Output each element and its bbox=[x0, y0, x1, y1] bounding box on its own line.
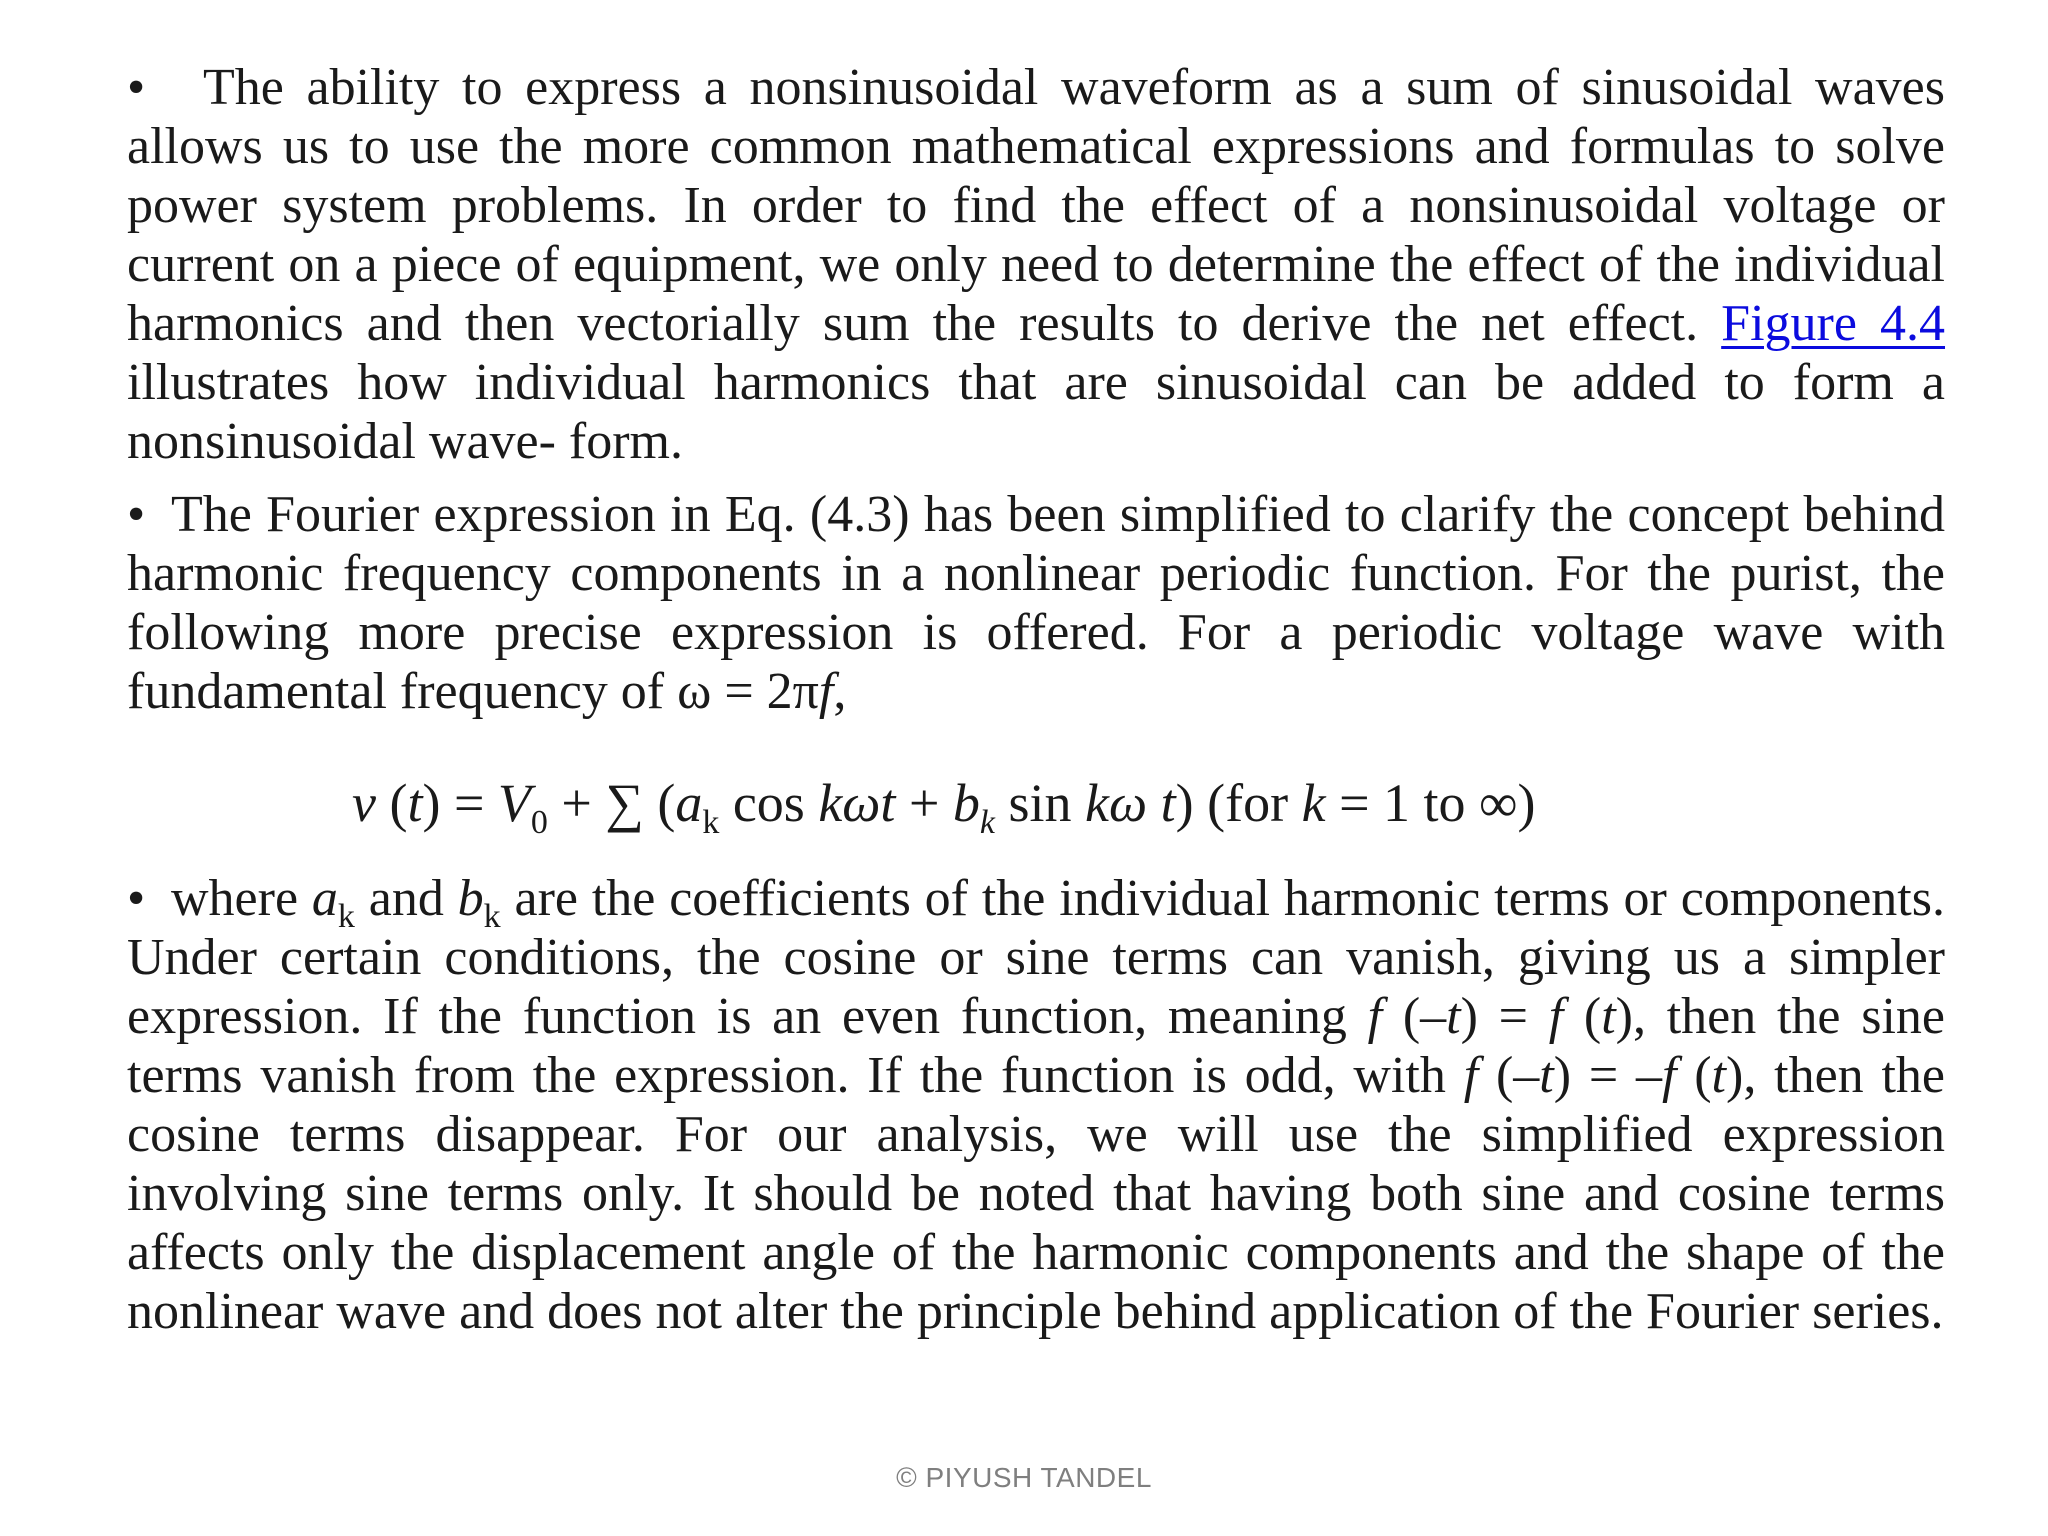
eq-text: cos bbox=[719, 773, 819, 833]
eq-v: v bbox=[352, 773, 376, 833]
func-f: f bbox=[1661, 1047, 1677, 1104]
coef-a: a bbox=[311, 870, 338, 927]
paragraph-text: (– bbox=[1478, 1047, 1540, 1104]
func-f: f bbox=[1463, 1047, 1479, 1104]
coef-b: b bbox=[457, 870, 484, 927]
paragraph-text: ), then the cosine terms disappear. For our analysis, we will use the simplified expression involving sine terms only. It should be noted that having both sine and cosine terms affects only the displacement angle of the harmonic components and the shape of the nonlinear wave and does not alter the principle behind application of the Fourier series. bbox=[127, 1047, 1945, 1340]
paragraph-text: ) = – bbox=[1553, 1047, 1662, 1104]
func-f: f bbox=[1367, 988, 1383, 1045]
paragraph-text: (– bbox=[1382, 988, 1447, 1045]
eq-subscript: 0 bbox=[530, 804, 548, 841]
var-t: t bbox=[1446, 988, 1461, 1045]
paragraph-harmonics-sum bbox=[127, 58, 1945, 471]
eq-a: a bbox=[675, 773, 703, 833]
paragraph-text: are the coefficients of the individual harmonic terms or components. Under certain conditions, the cosine or sine terms can vanish, giving us a simpler expression. If the function is an even function, meaning bbox=[127, 870, 1945, 1045]
eq-kwt: kωt bbox=[818, 773, 896, 833]
coef-subscript: k bbox=[483, 898, 501, 935]
eq-text: sin bbox=[995, 773, 1086, 833]
eq-t: t bbox=[1160, 773, 1176, 833]
eq-t: t bbox=[407, 773, 423, 833]
copyright-footer: © PIYUSH TANDEL bbox=[896, 1462, 1152, 1493]
func-f: f bbox=[1548, 988, 1564, 1045]
paragraph-text: where bbox=[171, 870, 312, 927]
figure-4-4-link[interactable]: Figure 4.4 bbox=[1721, 295, 1946, 352]
paragraph-text: ( bbox=[1563, 988, 1602, 1045]
eq-V: V bbox=[497, 773, 531, 833]
bullet: • bbox=[127, 59, 146, 116]
eq-text: + bbox=[895, 773, 953, 833]
eq-text: ) = bbox=[422, 773, 498, 833]
paragraph-text: and bbox=[354, 870, 458, 927]
eq-text: = 1 to ∞) bbox=[1325, 773, 1536, 833]
eq-text: ) (for bbox=[1175, 773, 1302, 833]
paragraph-text: The ability to express a nonsinusoidal waveform as a sum of sinusoidal waves allows us to use the more common mathematical expressions and formulas to solve power system problems. In order to find the effect of a nonsinusoidal voltage or current on a piece of equipment, we only need to determine the effect of the individual harmonics and then vectorially sum the results to derive the net effect. bbox=[127, 59, 1945, 352]
paragraph-text: , bbox=[833, 663, 847, 720]
paragraph-coefficients bbox=[127, 869, 1945, 1341]
bullet: • bbox=[127, 870, 146, 927]
coef-subscript: k bbox=[337, 898, 355, 935]
paragraph-text: ), then the sine terms vanish from the expression. If the function is odd, with bbox=[127, 988, 1945, 1104]
fourier-series-equation bbox=[127, 773, 1945, 841]
eq-text: ( bbox=[375, 773, 408, 833]
paragraph-fourier-expression bbox=[127, 485, 1945, 721]
paragraph-text: illustrates how individual harmonics that are sinusoidal can be added to form a nonsinusoidal wave- form. bbox=[127, 354, 1945, 470]
paragraph-text: ( bbox=[1676, 1047, 1712, 1104]
var-t: t bbox=[1539, 1047, 1554, 1104]
eq-subscript: k bbox=[979, 804, 995, 841]
paragraph-text: ) = bbox=[1460, 988, 1549, 1045]
frequency-symbol: f bbox=[818, 663, 834, 720]
var-t: t bbox=[1711, 1047, 1726, 1104]
paragraph-text: The Fourier expression in Eq. (4.3) has been simplified to clarify the concept behind harmonic frequency components in a nonlinear periodic function. For the purist, the following more precise expression is offered. For a periodic voltage wave with fundamental frequency of ω = 2π bbox=[127, 486, 1945, 720]
var-t: t bbox=[1601, 988, 1616, 1045]
eq-subscript: k bbox=[702, 804, 720, 841]
bullet: • bbox=[127, 486, 146, 543]
eq-b: b bbox=[952, 773, 980, 833]
eq-k: k bbox=[1301, 773, 1326, 833]
slide-content bbox=[127, 58, 1945, 1341]
eq-text: + ∑ ( bbox=[547, 773, 676, 833]
eq-text bbox=[1147, 773, 1161, 833]
eq-kw: kω bbox=[1085, 773, 1148, 833]
